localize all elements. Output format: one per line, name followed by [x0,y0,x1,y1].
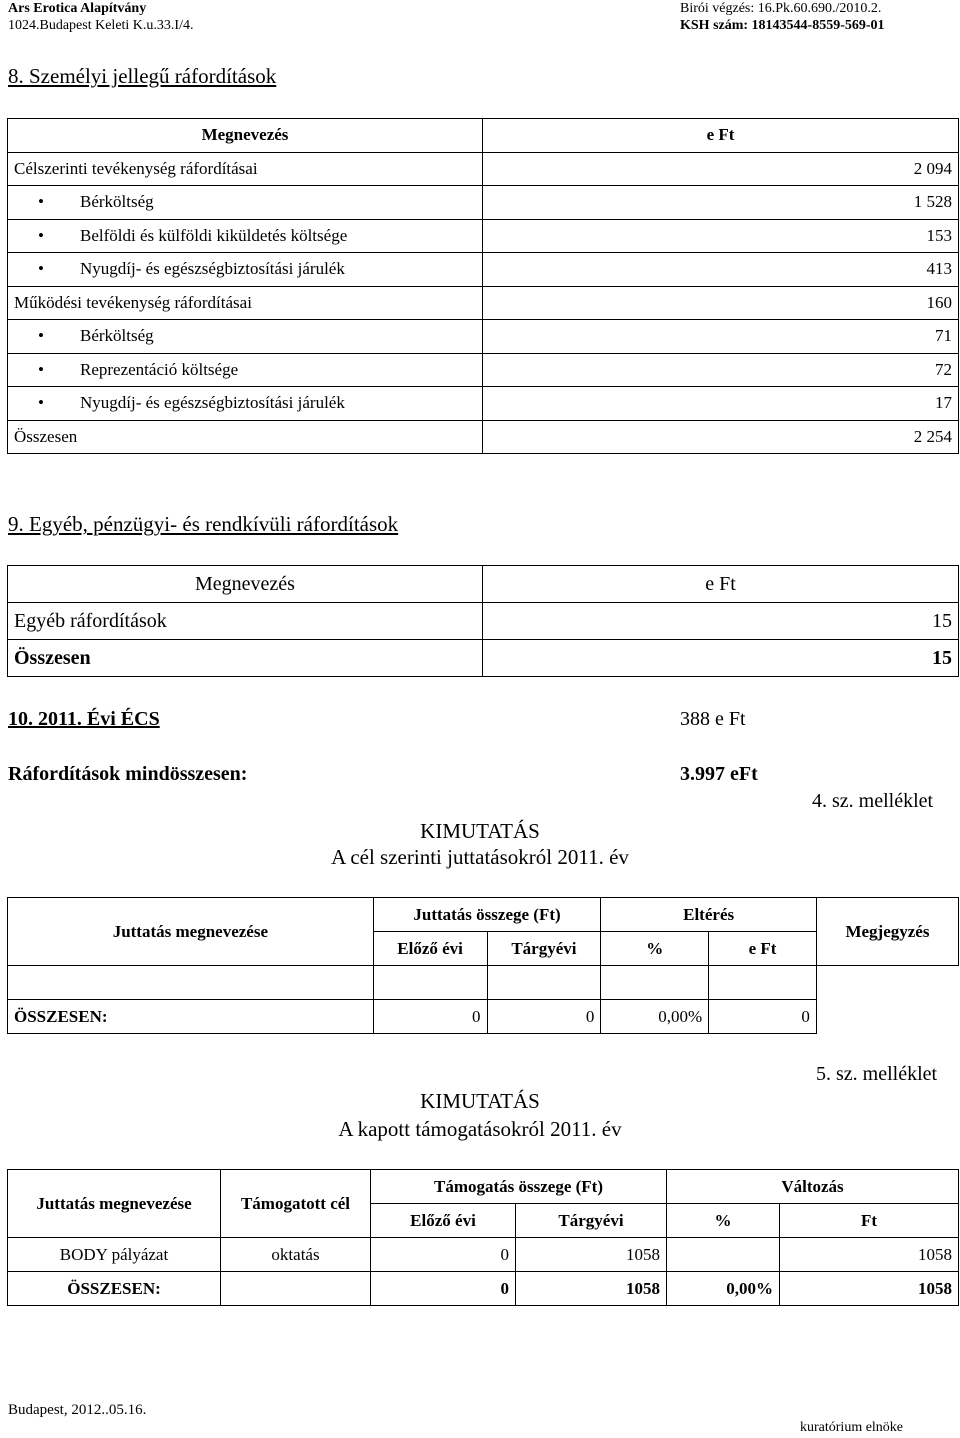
row-value: 17 [483,387,959,421]
table-total-row [8,1272,959,1306]
table-total-row [8,420,959,454]
row-goal: oktatás [221,1238,371,1272]
row-value: 160 [483,286,959,320]
table-header-row [8,119,959,153]
total-costs-value: 3.997 eFt [680,763,758,785]
col-header-name: Megnevezés [8,566,483,603]
sub-header-curr: Tárgyévi [487,932,601,966]
row-label: • Reprezentáció költsége [8,353,483,387]
table-row [8,1238,959,1272]
row-value: 153 [483,219,959,253]
sub-header-pct: % [667,1204,780,1238]
annex-4-label: 4. sz. melléklet [812,790,934,812]
row-label: Célszerinti tevékenység ráfordításai [8,152,483,186]
ksh-number: KSH szám: 18143544-8559-569-01 [680,18,885,33]
col-header-name: Juttatás megnevezése [8,1170,221,1238]
annex-4-subtitle: A cél szerinti juttatásokról 2011. év [331,845,629,869]
total-curr: 1058 [516,1272,667,1306]
empty-cell [601,966,709,1000]
row-value: 413 [483,253,959,287]
personnel-costs-table [7,118,959,454]
col-header-value: e Ft [483,566,959,603]
col-header-name: Megnevezés [8,119,483,153]
row-value: 2 094 [483,152,959,186]
empty-cell [8,966,374,1000]
table-total-row [8,640,959,677]
row-label: Összesen [8,640,483,677]
empty-cell [221,1272,371,1306]
col-header-diff: Eltérés [601,898,817,932]
row-label: Működési tevékenység ráfordításai [8,286,483,320]
row-value: 15 [483,603,959,640]
col-header-goal: Támogatott cél [221,1170,371,1238]
table-row [8,320,959,354]
row-value: 15 [483,640,959,677]
row-label: • Bérköltség [8,320,483,354]
row-label: Összesen [8,420,483,454]
sub-header-pct: % [601,932,709,966]
sub-header-curr: Tárgyévi [516,1204,667,1238]
table-row [8,603,959,640]
row-ft: 1058 [780,1238,959,1272]
section-9-title: 9. Egyéb, pénzügyi- és rendkívüli ráfordítások [8,512,399,536]
table-total-row [8,1000,959,1034]
depreciation-value: 388 e Ft [680,708,746,730]
col-header-name: Juttatás megnevezése [8,898,374,966]
row-name: ÖSSZESEN: [8,1272,221,1306]
benefits-table [7,897,959,1034]
table-row [8,353,959,387]
row-label: • Nyugdíj- és egészségbiztosítási járulék [8,253,483,287]
table-header-row [8,898,959,932]
empty-cell [816,1000,958,1034]
empty-cell [709,966,817,1000]
empty-cell [487,966,601,1000]
table-row [8,186,959,220]
row-pct [667,1238,780,1272]
col-header-change: Változás [667,1170,959,1204]
total-eft: 0 [709,1000,817,1034]
col-header-amount: Juttatás összege (Ft) [373,898,601,932]
table-header-row [8,1170,959,1204]
table-row [8,253,959,287]
row-label: • Nyugdíj- és egészségbiztosítási járulék [8,387,483,421]
total-prev: 0 [371,1272,516,1306]
total-costs-label: Ráfordítások mindösszesen: [8,763,248,785]
row-label: • Bérköltség [8,186,483,220]
place-date: Budapest, 2012..05.16. [8,1402,147,1418]
row-value: 2 254 [483,420,959,454]
col-header-amount: Támogatás összege (Ft) [371,1170,667,1204]
col-header-note: Megjegyzés [816,898,958,966]
row-value: 71 [483,320,959,354]
annex-4-title: KIMUTATÁS [420,819,540,843]
sub-header-prev: Előző évi [373,932,487,966]
table-row [8,152,959,186]
row-name: BODY pályázat [8,1238,221,1272]
empty-cell [373,966,487,1000]
row-value: 1 528 [483,186,959,220]
court-ref: Birói végzés: 16.Pk.60.690./2010.2. [680,1,882,16]
table-row [8,286,959,320]
empty-cell [816,966,958,1000]
annex-5-title: KIMUTATÁS [420,1089,540,1113]
section-8-title: 8. Személyi jellegű ráfordítások [8,64,277,88]
sub-header-eft: e Ft [709,932,817,966]
table-header-row [8,566,959,603]
table-row [8,387,959,421]
annex-5-label: 5. sz. melléklet [816,1063,938,1085]
section-10-title: 10. 2011. Évi ÉCS [8,708,160,730]
row-curr: 1058 [516,1238,667,1272]
row-value: 72 [483,353,959,387]
sub-header-prev: Előző évi [371,1204,516,1238]
total-curr: 0 [487,1000,601,1034]
sub-header-ft: Ft [780,1204,959,1238]
signer-title: kuratórium elnöke [800,1420,904,1435]
total-prev: 0 [373,1000,487,1034]
row-label: Egyéb ráfordítások [8,603,483,640]
row-label: ÖSSZESEN: [8,1000,374,1034]
annex-5-subtitle: A kapott támogatásokról 2011. év [338,1117,622,1141]
total-pct: 0,00% [667,1272,780,1306]
table-row [8,219,959,253]
org-address: 1024.Budapest Keleti K.u.33.I/4. [8,18,194,33]
col-header-value: e Ft [483,119,959,153]
row-label: • Belföldi és külföldi kiküldetés költsége [8,219,483,253]
total-ft: 1058 [780,1272,959,1306]
row-prev: 0 [371,1238,516,1272]
grants-table [7,1169,959,1306]
other-costs-table [7,565,959,677]
total-pct: 0,00% [601,1000,709,1034]
org-name: Ars Erotica Alapítvány [8,1,147,16]
table-row-empty [8,966,959,1000]
